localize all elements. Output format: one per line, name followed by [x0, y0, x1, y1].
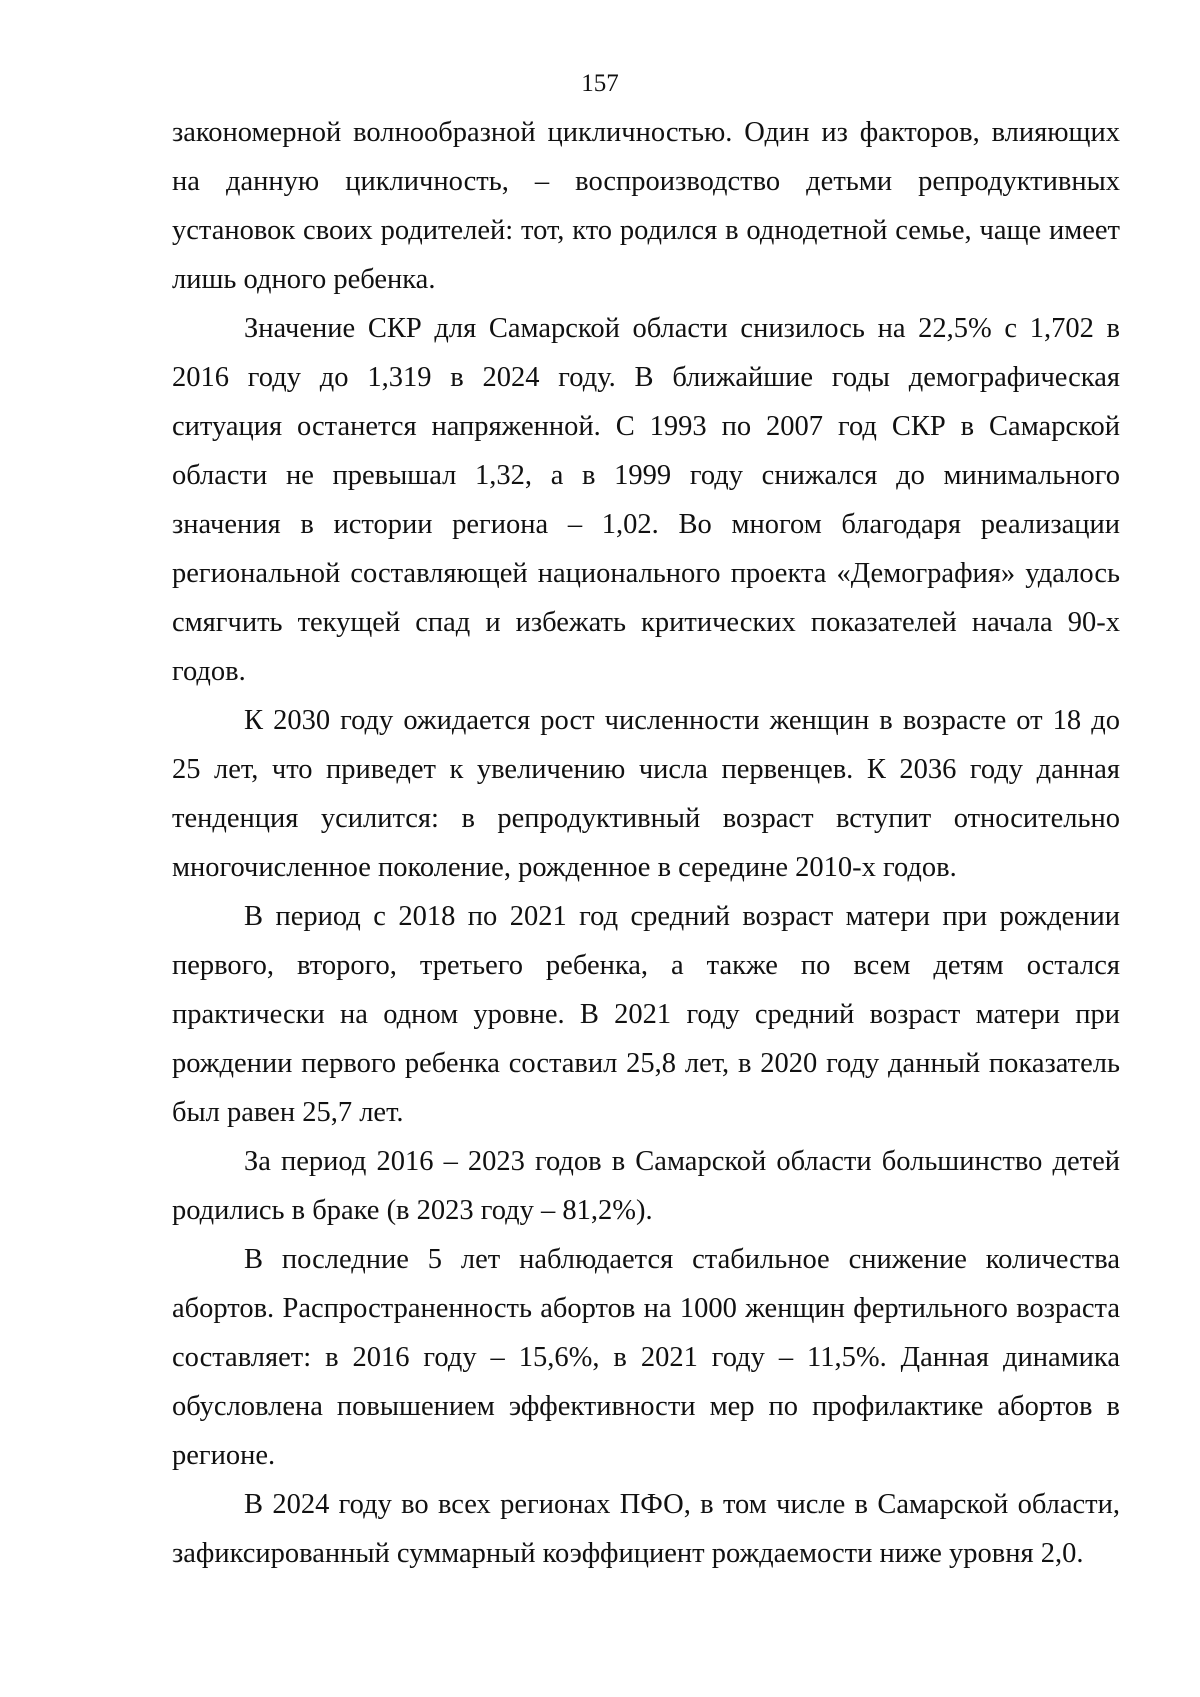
- paragraph: Значение СКР для Самарской области снизилось на 22,5% с 1,702 в 2016 году до 1,319 в 2024 году. В ближайшие годы демографическая ситуация останется напряженной. С 1993 по 2007 год СКР в Самарской области не превышал 1,32, а в 1999 году снижался до минимального значения в истории региона – 1,02. Во многом благодаря реализации региональной составляющей национального проекта «Демография» удалось смягчить текущей спад и избежать критических показателей начала 90-х годов.: [172, 313, 1120, 687]
- document-body: [172, 108, 1120, 1578]
- paragraph-continuation: закономерной волнообразной цикличностью. Один из факторов, влияющих на данную цикличность, – воспроизводство детьми репродуктивных установок своих родителей: тот, кто родился в однодетной семье, чаще имеет лишь одного ребенка.: [172, 117, 1120, 295]
- paragraph: За период 2016 – 2023 годов в Самарской области большинство детей родились в браке (в 2023 году – 81,2%).: [172, 1146, 1120, 1226]
- paragraph: В 2024 году во всех регионах ПФО, в том числе в Самарской области, зафиксированный суммарный коэффициент рождаемости ниже уровня 2,0.: [172, 1489, 1120, 1569]
- paragraph: В период с 2018 по 2021 год средний возраст матери при рождении первого, второго, третьего ребенка, а также по всем детям остался практически на одном уровне. В 2021 году средний возраст матери при рождении первого ребенка составил 25,8 лет, в 2020 году данный показатель был равен 25,7 лет.: [172, 901, 1120, 1128]
- paragraph: В последние 5 лет наблюдается стабильное снижение количества абортов. Распространенность абортов на 1000 женщин фертильного возраста составляет: в 2016 году – 15,6%, в 2021 году – 11,5%. Данная динамика обусловлена повышением эффективности мер по профилактике абортов в регионе.: [172, 1244, 1120, 1471]
- paragraph: К 2030 году ожидается рост численности женщин в возрасте от 18 до 25 лет, что приведет к увеличению числа первенцев. К 2036 году данная тенденция усилится: в репродуктивный возраст вступит относительно многочисленное поколение, рожденное в середине 2010-х годов.: [172, 705, 1120, 883]
- page-number: 157: [581, 70, 619, 97]
